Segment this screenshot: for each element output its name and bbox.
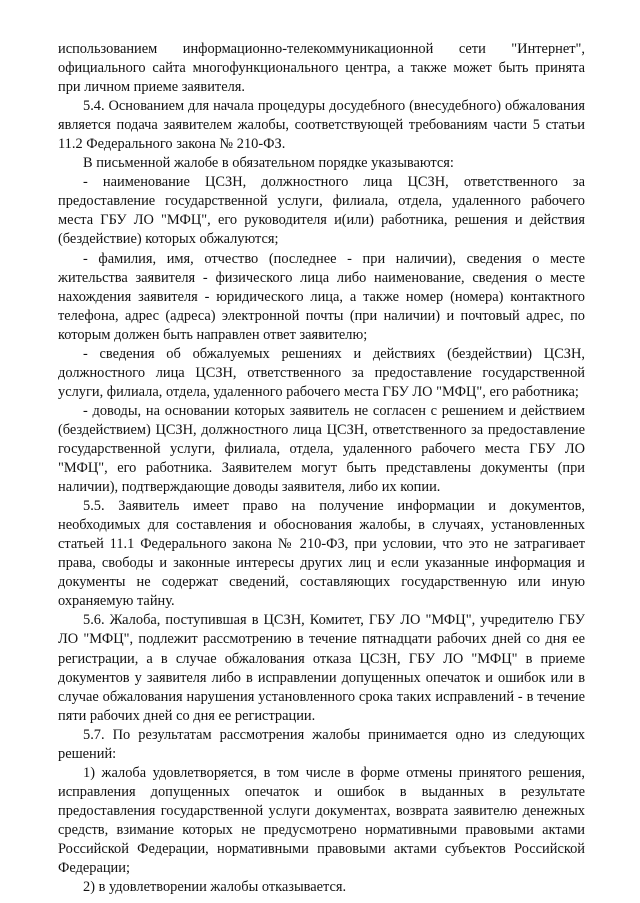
paragraph-5-5: 5.5. Заявитель имеет право на получение информации и документов, необходимых для составления и обоснования жалобы, в случаях, установленных статьей 11.1 Федерального закона № 210-ФЗ, при условии, что это не затрагивает права, свободы и законные интересы других лиц и если указанные информация и документы не содержат сведений, составляющих государственную или иную охраняемую тайну. (58, 498, 585, 610)
paragraph-5-6: 5.6. Жалоба, поступившая в ЦСЗН, Комитет, ГБУ ЛО "МФЦ", учредителю ГБУ ЛО "МФЦ", подлежит рассмотрению в течение пятнадцати рабочих дней со дня ее регистрации, а в случае обжалования отказа ЦСЗН, ГБУ ЛО "МФЦ" в приеме документов у заявителя либо в исправлении допущенных опечаток и ошибок или в случае обжалования нарушения установленного срока таких исправлений - в течение пяти рабочих дней со дня ее регистрации. (58, 612, 585, 724)
paragraph-complaint-requirements-intro: В письменной жалобе в обязательном порядке указываются: (83, 155, 454, 172)
list-item-names: - наименование ЦСЗН, должностного лица ЦСЗН, ответственного за предоставление государственной услуги, филиала, отдела, удаленного рабочего места ГБУ ЛО "МФЦ", его руководителя и(или) работника, решения и действия (бездействие) которых обжалуются; (58, 174, 585, 248)
paragraph-continuation: использованием информационно-телекоммуникационной сети "Интернет", официального сайта многофункционального центра, а также может быть принята при личном приеме заявителя. (58, 41, 585, 96)
paragraph-5-4: 5.4. Основанием для начала процедуры досудебного (внесудебного) обжалования является подача заявителем жалобы, соответствующей требованиям части 5 статьи 11.2 Федерального закона № 210-ФЗ. (58, 98, 585, 153)
list-item-appealed-decisions: - сведения об обжалуемых решениях и действиях (бездействии) ЦСЗН, должностного лица ЦСЗН, ответственного за предоставление государственной услуги, филиала, отдела, удаленного рабочего места ГБУ ЛО "МФЦ", его работника; (58, 345, 585, 400)
decision-option-1: 1) жалоба удовлетворяется, в том числе в форме отмены принятого решения, исправления допущенных опечаток и ошибок в выданных в результате предоставления государственной услуги документах, возврата заявителю денежных средств, взимание которых не предусмотрено нормативными правовыми актами Российской Федерации, нормативными правовыми актами субъектов Российской Федерации; (58, 764, 585, 877)
list-item-arguments: - доводы, на основании которых заявитель не согласен с решением и действием (бездействием) ЦСЗН, должностного лица ЦСЗН, ответственного за предоставление государственной услуги, филиала, отдела, удаленного рабочего места ГБУ ЛО "МФЦ", его работника. Заявителем могут быть представлены документы (при наличии), подтверждающие доводы заявителя, либо их копии. (58, 402, 585, 496)
decision-option-2: 2) в удовлетворении жалобы отказывается. (83, 879, 347, 896)
list-item-applicant-info: - фамилия, имя, отчество (последнее - при наличии), сведения о месте жительства заявителя - физического лица либо наименование, сведения о месте нахождения заявителя - юридического лица, а также номер (номера) контактного телефона, адрес (адреса) электронной почты (при наличии) и почтовый адрес, по которым должен быть направлен ответ заявителю; (58, 250, 585, 343)
paragraph-5-7: 5.7. По результатам рассмотрения жалобы принимается одно из следующих решений: (58, 726, 585, 762)
